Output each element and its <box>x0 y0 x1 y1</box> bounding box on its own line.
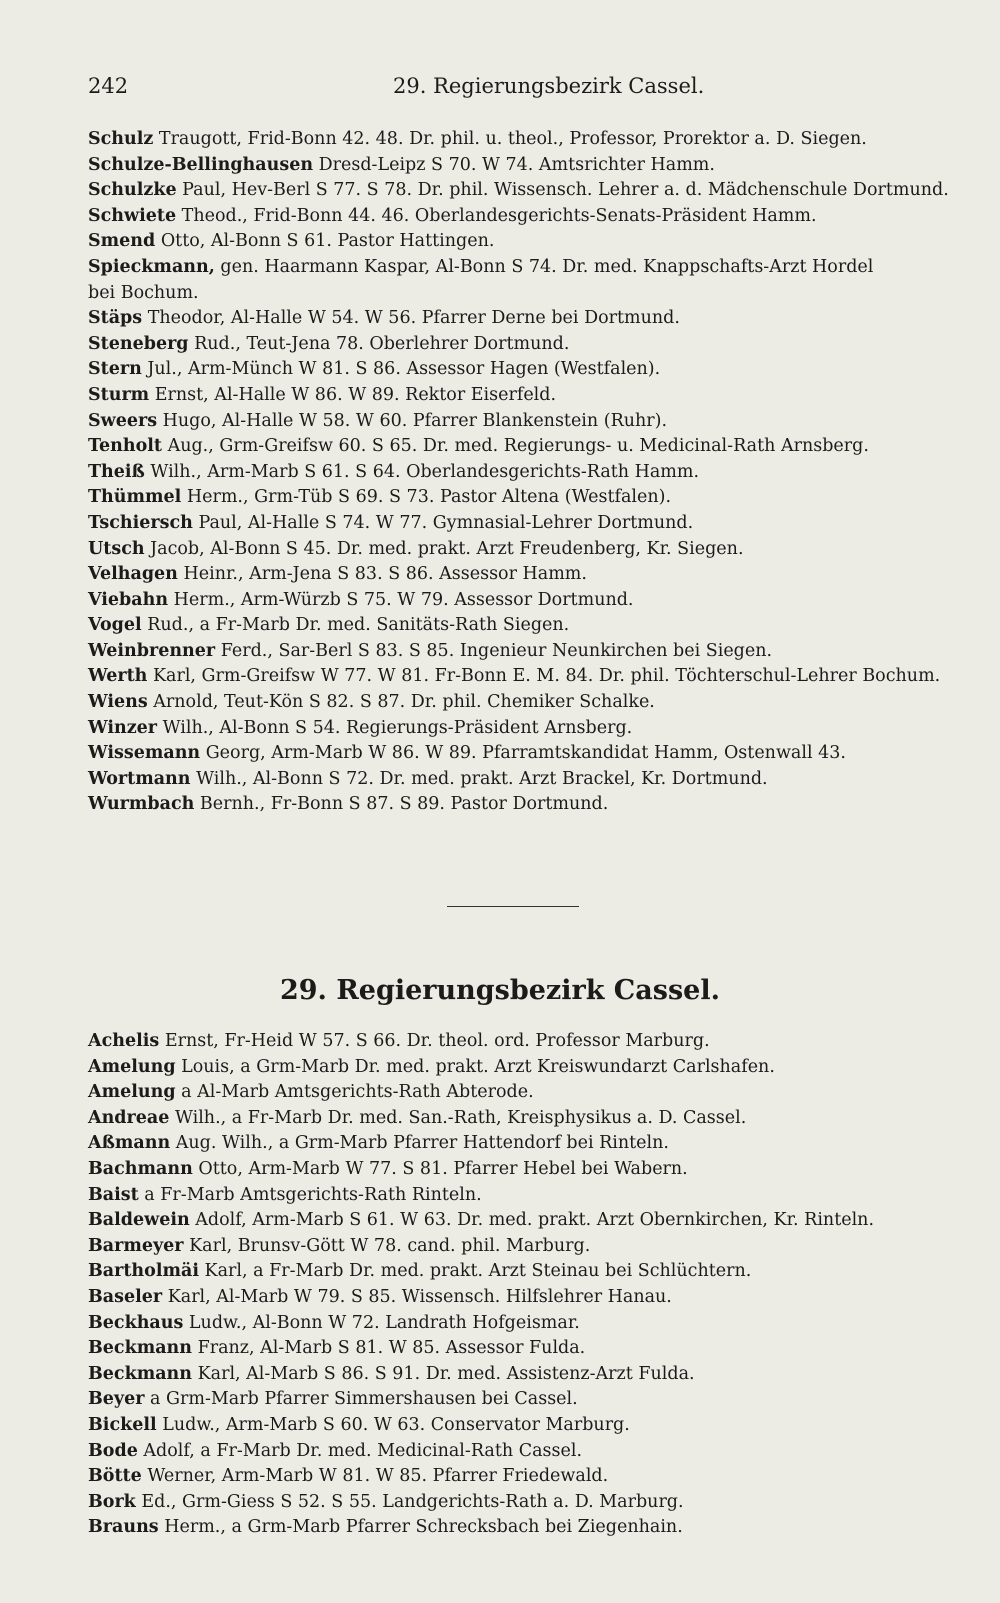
entry-details: Arnold, Teut-Kön S 82. S 87. Dr. phil. Chemiker Schalke. <box>147 692 655 713</box>
entry-details: Jul., Arm-Münch W 81. S 86. Assessor Hagen (Westfalen). <box>141 359 661 380</box>
entry-name: Achelis <box>88 1031 160 1051</box>
entry-name: Utsch <box>88 538 145 559</box>
entry-row <box>88 716 960 742</box>
entry-details: Ed., Grm-Giess S 52. S 55. Landgerichts-Rath a. D. Marburg. <box>135 1491 684 1512</box>
entry-name: Stern <box>88 359 142 380</box>
entry-row <box>88 229 960 255</box>
entry-row <box>88 332 960 358</box>
entry-name: Amelung <box>88 1056 176 1077</box>
entry-details: Georg, Arm-Marb W 86. W 89. Pfarramtskandidat Hamm, Ostenwall 43. <box>200 743 846 764</box>
entry-name: Winzer <box>88 717 158 738</box>
entry-name: Bode <box>88 1440 138 1461</box>
entry-name: Baseler <box>88 1286 163 1307</box>
entry-row <box>88 1490 960 1516</box>
entry-name: Sweers <box>88 410 158 431</box>
entry-name: Amelung <box>88 1082 176 1103</box>
entry-name: Baldewein <box>88 1210 190 1231</box>
entry-row <box>88 1311 960 1337</box>
entry-details: Werner, Arm-Marb W 81. W 85. Pfarrer Friedewald. <box>141 1466 609 1487</box>
entry-name: Andreae <box>88 1107 170 1128</box>
section-heading: 29. Regierungsbezirk Cassel. <box>279 975 721 1006</box>
entry-details: Karl, Grm-Greifsw W 77. W 81. Fr-Bonn E. M. 84. Dr. phil. Töchterschul-Lehrer Bochum. <box>147 666 941 687</box>
entry-name: Weinbrenner <box>88 640 216 661</box>
entry-row <box>88 613 960 639</box>
entry-details: Ernst, Al-Halle W 86. W 89. Rektor Eiserfeld. <box>149 384 557 405</box>
entry-name: Vogel <box>88 615 142 636</box>
entry-name: Bachmann <box>88 1158 193 1179</box>
entry-details: Wilh., Al-Bonn S 72. Dr. med. prakt. Arzt Brackel, Kr. Dortmund. <box>190 768 768 789</box>
entry-details: Otto, Arm-Marb W 77. S 81. Pfarrer Hebel bei Wabern. <box>192 1158 688 1179</box>
entry-row <box>88 562 960 588</box>
entry-row <box>88 1080 960 1106</box>
entry-name: Viebahn <box>88 589 169 610</box>
entry-details: Wilh., Al-Bonn S 54. Regierungs-Präsident Arnsberg. <box>157 717 633 738</box>
entry-details: a Grm-Marb Pfarrer Simmershausen bei Cassel. <box>144 1389 578 1410</box>
entry-name: Brauns <box>88 1517 159 1538</box>
entry-details: gen. Haarmann Kaspar, Al-Bonn S 74. Dr. med. Knappschafts-Arzt Hordel <box>214 256 874 277</box>
entry-row <box>88 178 960 204</box>
entry-name: Bartholmäi <box>88 1261 199 1282</box>
entry-details: Jacob, Al-Bonn S 45. Dr. med. prakt. Arzt Freudenberg, Kr. Siegen. <box>144 538 744 559</box>
entry-details: Louis, a Grm-Marb Dr. med. prakt. Arzt Kreiswundarzt Carlshafen. <box>175 1056 775 1077</box>
entry-row <box>88 792 960 818</box>
entry-row <box>88 1336 960 1362</box>
entry-details: Rud., Teut-Jena 78. Oberlehrer Dortmund. <box>188 333 570 354</box>
entry-details: bei Bochum. <box>88 282 199 303</box>
entry-details: Wilh., a Fr-Marb Dr. med. San.-Rath, Kreisphysikus a. D. Cassel. <box>169 1107 747 1128</box>
entry-name: Baist <box>88 1184 139 1205</box>
entry-details: Karl, Brunsv-Gött W 78. cand. phil. Marburg. <box>183 1235 591 1256</box>
entry-name: Aßmann <box>88 1133 171 1154</box>
entry-name: Theiß <box>88 461 145 482</box>
entry-name: Schulze-Bellinghausen <box>88 154 314 175</box>
entry-name: Barmeyer <box>88 1235 184 1256</box>
entry-details: Karl, a Fr-Marb Dr. med. prakt. Arzt Steinau bei Schlüchtern. <box>198 1261 752 1282</box>
entry-name: Wiens <box>88 692 148 713</box>
entry-row <box>88 639 960 665</box>
entry-details: Ludw., Arm-Marb S 60. W 63. Conservator Marburg. <box>156 1414 630 1435</box>
entry-details: Adolf, Arm-Marb S 61. W 63. Dr. med. prakt. Arzt Obernkirchen, Kr. Rinteln. <box>189 1210 875 1231</box>
entry-details: Aug., Grm-Greifsw 60. S 65. Dr. med. Regierungs- u. Medicinal-Rath Arnsberg. <box>162 436 869 457</box>
entry-name: Spieckmann, <box>88 256 215 277</box>
entry-row <box>88 1259 960 1285</box>
entry-row <box>88 409 960 435</box>
entry-row <box>88 1183 960 1209</box>
entry-details: Karl, Al-Marb W 79. S 85. Wissensch. Hilfslehrer Hanau. <box>162 1286 672 1307</box>
entry-row <box>88 741 960 767</box>
entry-details: Bernh., Fr-Bonn S 87. S 89. Pastor Dortmund. <box>194 794 609 815</box>
entry-row <box>88 306 960 332</box>
entry-row <box>88 1234 960 1260</box>
entry-row <box>88 537 960 563</box>
entry-details: Theodor, Al-Halle W 54. W 56. Pfarrer Derne bei Dortmund. <box>142 308 680 329</box>
entry-details: Herm., Grm-Tüb S 69. S 73. Pastor Altena (Westfalen). <box>181 487 672 508</box>
entries-bottom-list <box>88 1029 960 1541</box>
entry-name: Bork <box>88 1491 136 1512</box>
entry-row <box>88 281 960 307</box>
entry-row <box>88 485 960 511</box>
entry-name: Stäps <box>88 308 143 329</box>
entry-details: Theod., Frid-Bonn 44. 46. Oberlandesgerichts-Senats-Präsident Hamm. <box>176 205 817 226</box>
entry-name: Sturm <box>88 384 150 405</box>
entry-row <box>88 1439 960 1465</box>
entry-details: Ferd., Sar-Berl S 83. S 85. Ingenieur Neunkirchen bei Siegen. <box>215 640 773 661</box>
entry-row <box>88 460 960 486</box>
entry-details: Ludw., Al-Bonn W 72. Landrath Hofgeismar. <box>183 1312 580 1333</box>
running-title: 29. Regierungsbezirk Cassel. <box>393 74 705 98</box>
entry-row <box>88 1387 960 1413</box>
entry-row <box>88 588 960 614</box>
entry-name: Beckmann <box>88 1363 193 1384</box>
entries-top-list <box>88 127 960 818</box>
entry-name: Beckhaus <box>88 1312 184 1333</box>
entry-name: Tschiersch <box>88 512 193 533</box>
entry-row <box>88 1157 960 1183</box>
entry-row <box>88 1208 960 1234</box>
entry-row <box>88 1029 960 1055</box>
entry-details: Dresd-Leipz S 70. W 74. Amtsrichter Hamm. <box>313 154 715 175</box>
entry-details: Karl, Al-Marb S 86. S 91. Dr. med. Assistenz-Arzt Fulda. <box>192 1363 695 1384</box>
entry-row <box>88 1285 960 1311</box>
entry-details: Rud., a Fr-Marb Dr. med. Sanitäts-Rath Siegen. <box>141 615 570 636</box>
entry-details: Adolf, a Fr-Marb Dr. med. Medicinal-Rath Cassel. <box>137 1440 583 1461</box>
entry-details: Herm., a Grm-Marb Pfarrer Schrecksbach bei Ziegenhain. <box>158 1517 683 1538</box>
entry-details: Heinr., Arm-Jena S 83. S 86. Assessor Hamm. <box>177 564 587 585</box>
entry-details: a Fr-Marb Amtsgerichts-Rath Rinteln. <box>138 1184 482 1205</box>
entry-row <box>88 690 960 716</box>
entry-row <box>88 1464 960 1490</box>
entry-name: Smend <box>88 231 156 252</box>
entry-name: Tenholt <box>88 436 162 457</box>
entry-details: Hugo, Al-Halle W 58. W 60. Pfarrer Blankenstein (Ruhr). <box>157 410 668 431</box>
entry-row <box>88 383 960 409</box>
entry-details: Paul, Al-Halle S 74. W 77. Gymnasial-Lehrer Dortmund. <box>192 512 694 533</box>
entry-name: Beckmann <box>88 1338 193 1359</box>
entry-name: Thümmel <box>88 487 182 508</box>
page-number: 242 <box>88 74 129 98</box>
entry-row <box>88 1413 960 1439</box>
entry-details: Otto, Al-Bonn S 61. Pastor Hattingen. <box>155 231 495 252</box>
entry-details: Traugott, Frid-Bonn 42. 48. Dr. phil. u. theol., Professor, Prorektor a. D. Siegen. <box>153 129 867 149</box>
entry-details: Paul, Hev-Berl S 77. S 78. Dr. phil. Wissensch. Lehrer a. d. Mädchenschule Dortmund. <box>176 180 949 201</box>
entry-row <box>88 1515 960 1541</box>
page-header <box>88 74 948 104</box>
entry-name: Velhagen <box>88 564 178 585</box>
entry-name: Schulzke <box>88 180 177 201</box>
entry-name: Beyer <box>88 1389 145 1410</box>
entry-row <box>88 434 960 460</box>
entry-row <box>88 1055 960 1081</box>
section-divider <box>447 906 579 907</box>
entry-row <box>88 1131 960 1157</box>
entry-row <box>88 511 960 537</box>
entry-row <box>88 1362 960 1388</box>
entry-details: Herm., Arm-Würzb S 75. W 79. Assessor Dortmund. <box>168 589 634 610</box>
entry-details: Ernst, Fr-Heid W 57. S 66. Dr. theol. ord. Professor Marburg. <box>159 1031 710 1051</box>
entry-row <box>88 767 960 793</box>
entry-details: a Al-Marb Amtsgerichts-Rath Abterode. <box>175 1082 534 1103</box>
entry-details: Aug. Wilh., a Grm-Marb Pfarrer Hattendorf bei Rinteln. <box>170 1133 669 1154</box>
entry-row <box>88 127 960 153</box>
entry-name: Wissemann <box>88 743 201 764</box>
entry-name: Wurmbach <box>88 794 195 815</box>
entry-row <box>88 204 960 230</box>
entry-details: Franz, Al-Marb S 81. W 85. Assessor Fulda. <box>192 1338 586 1359</box>
entry-row <box>88 357 960 383</box>
entry-name: Wortmann <box>88 768 191 789</box>
entry-name: Schulz <box>88 129 154 149</box>
entry-row <box>88 153 960 179</box>
entry-row <box>88 1106 960 1132</box>
entry-name: Schwiete <box>88 205 177 226</box>
entry-name: Werth <box>88 666 148 687</box>
entry-name: Bickell <box>88 1414 157 1435</box>
entry-name: Bötte <box>88 1466 142 1487</box>
entry-details: Wilh., Arm-Marb S 61. S 64. Oberlandesgerichts-Rath Hamm. <box>144 461 700 482</box>
entry-row <box>88 255 960 281</box>
entry-name: Steneberg <box>88 333 189 354</box>
entry-row <box>88 664 960 690</box>
